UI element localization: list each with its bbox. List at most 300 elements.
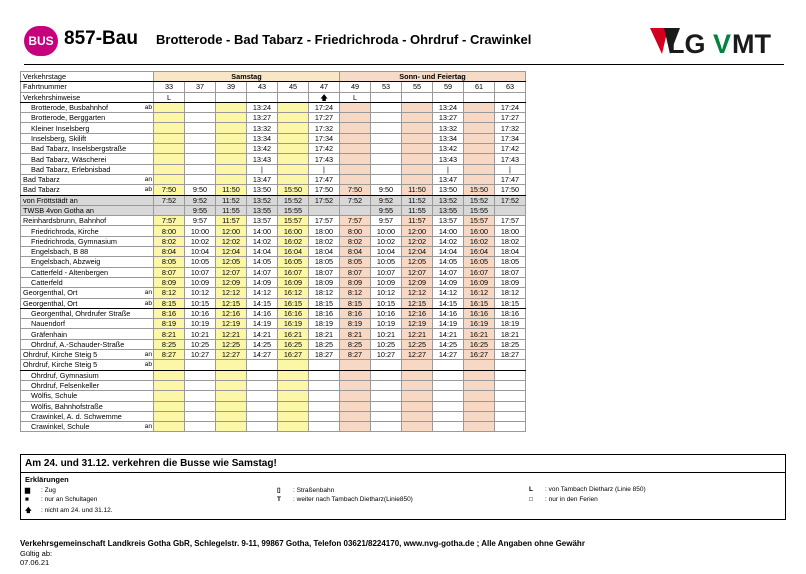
time-cell: 16:04 — [464, 247, 495, 257]
time-cell: 18:21 — [495, 329, 526, 339]
time-cell — [402, 360, 433, 370]
table-row — [21, 123, 526, 133]
time-cell: 14:21 — [247, 329, 278, 339]
time-cell: 8:25 — [340, 339, 371, 349]
time-cell: 8:12 — [340, 288, 371, 298]
time-cell: 10:02 — [185, 236, 216, 246]
route-title: Brotterode - Bad Tabarz - Friedrichroda - Ohrdruf - Crawinkel — [156, 32, 532, 47]
time-cell: 14:12 — [247, 288, 278, 298]
time-cell: 16:27 — [278, 350, 309, 360]
svg-text:MT: MT — [732, 29, 771, 58]
time-cell: 17:32 — [309, 123, 340, 133]
arr-dep — [141, 164, 154, 174]
time-cell — [278, 133, 309, 143]
cell-empty — [141, 92, 154, 102]
arr-dep: an — [141, 174, 154, 184]
time-cell — [216, 360, 247, 370]
time-cell — [185, 154, 216, 164]
trip-hint: L — [154, 92, 185, 102]
time-cell: 18:21 — [309, 329, 340, 339]
time-cell — [247, 370, 278, 380]
time-cell: 12:12 — [402, 288, 433, 298]
time-cell: 16:05 — [278, 257, 309, 267]
table-row — [21, 185, 526, 195]
time-cell — [216, 422, 247, 432]
time-cell: 12:02 — [402, 236, 433, 246]
time-cell: 16:19 — [464, 319, 495, 329]
time-cell: 8:05 — [340, 257, 371, 267]
trip-hint — [247, 92, 278, 102]
time-cell: 18:00 — [495, 226, 526, 236]
time-cell: 18:16 — [309, 308, 340, 318]
legend-not-2431: 🡅 : nicht am 24. und 31.12. — [25, 506, 113, 517]
time-cell — [371, 401, 402, 411]
time-cell — [495, 380, 526, 390]
time-cell: 10:07 — [185, 267, 216, 277]
time-cell: 14:21 — [433, 329, 464, 339]
time-cell — [433, 380, 464, 390]
stop-name: Ohrdruf, Felsenkeller — [21, 380, 141, 390]
time-cell: 18:05 — [495, 257, 526, 267]
time-cell: 14:04 — [433, 247, 464, 257]
time-cell — [216, 102, 247, 112]
time-cell: 12:16 — [402, 308, 433, 318]
table-row — [21, 102, 526, 112]
time-cell: 18:19 — [309, 319, 340, 329]
time-cell — [154, 380, 185, 390]
time-cell — [433, 422, 464, 432]
time-cell: 13:52 — [433, 195, 464, 205]
stop-name: Ohrdruf, Kirche Steig 5 — [21, 350, 141, 360]
time-cell: | — [247, 164, 278, 174]
trip-number: 33 — [154, 82, 185, 92]
time-cell: 10:04 — [371, 247, 402, 257]
time-cell: 13:43 — [433, 154, 464, 164]
table-row — [21, 216, 526, 226]
school-day-icon: ■ — [25, 496, 29, 503]
time-cell — [309, 205, 340, 215]
legend-tram: ▯ : Straßenbahn — [277, 487, 335, 494]
time-cell: 8:04 — [340, 247, 371, 257]
time-cell — [464, 133, 495, 143]
vlgvmt-logo — [650, 24, 782, 58]
time-cell — [340, 144, 371, 154]
time-cell: 15:55 — [278, 205, 309, 215]
stop-name: Bad Tabarz, Erlebnisbad — [21, 164, 141, 174]
time-cell — [371, 133, 402, 143]
time-cell: 8:12 — [154, 288, 185, 298]
time-cell: 8:15 — [154, 298, 185, 308]
time-cell: 13:52 — [247, 195, 278, 205]
time-cell: 14:04 — [247, 247, 278, 257]
time-cell: | — [495, 164, 526, 174]
time-cell: 13:47 — [433, 174, 464, 184]
time-cell: 16:25 — [278, 339, 309, 349]
tram-icon: ▯ — [277, 487, 281, 494]
stop-name: Inselsberg, Skilift — [21, 133, 141, 143]
arr-dep — [141, 319, 154, 329]
time-cell — [371, 360, 402, 370]
time-cell: 14:27 — [433, 350, 464, 360]
stop-name: Nauendorf — [21, 319, 141, 329]
time-cell: 10:07 — [371, 267, 402, 277]
time-cell: 16:00 — [464, 226, 495, 236]
time-cell: 15:50 — [278, 185, 309, 195]
time-cell — [495, 370, 526, 380]
arr-dep — [141, 380, 154, 390]
time-cell — [216, 144, 247, 154]
time-cell — [154, 154, 185, 164]
time-cell: 11:52 — [402, 195, 433, 205]
time-cell: 12:25 — [402, 339, 433, 349]
time-cell: 18:15 — [309, 298, 340, 308]
arr-dep — [141, 123, 154, 133]
time-cell: 9:55 — [371, 205, 402, 215]
table-row — [21, 226, 526, 236]
time-cell: 8:16 — [340, 308, 371, 318]
time-cell: 15:55 — [464, 205, 495, 215]
arr-dep — [141, 329, 154, 339]
time-cell: 12:25 — [216, 339, 247, 349]
time-cell — [154, 391, 185, 401]
time-cell: 17:24 — [309, 102, 340, 112]
time-cell — [464, 411, 495, 421]
time-cell: 8:05 — [154, 257, 185, 267]
table-row — [21, 113, 526, 123]
time-cell: 15:52 — [464, 195, 495, 205]
table-row — [21, 319, 526, 329]
time-cell: 15:52 — [278, 195, 309, 205]
time-cell: 18:02 — [495, 236, 526, 246]
time-cell: 14:25 — [433, 339, 464, 349]
time-cell: 12:00 — [402, 226, 433, 236]
time-cell: 14:16 — [247, 308, 278, 318]
time-cell — [340, 123, 371, 133]
time-cell: 16:25 — [464, 339, 495, 349]
table-row — [21, 329, 526, 339]
time-cell: 13:42 — [247, 144, 278, 154]
time-cell — [495, 205, 526, 215]
time-cell — [464, 154, 495, 164]
time-cell: 17:50 — [309, 185, 340, 195]
time-cell — [402, 113, 433, 123]
time-cell: 10:25 — [185, 339, 216, 349]
time-cell — [495, 391, 526, 401]
trip-hint — [464, 92, 495, 102]
trip-number: 45 — [278, 82, 309, 92]
time-cell: 13:32 — [433, 123, 464, 133]
stop-name: Kleiner Inselsberg — [21, 123, 141, 133]
time-cell: 12:21 — [402, 329, 433, 339]
label-hinweise: Verkehrshinweise — [21, 92, 141, 102]
time-cell — [185, 144, 216, 154]
time-cell: 13:27 — [433, 113, 464, 123]
table-row — [21, 236, 526, 246]
time-cell — [464, 144, 495, 154]
time-cell — [216, 113, 247, 123]
time-cell — [340, 360, 371, 370]
time-cell — [278, 174, 309, 184]
trip-hint — [402, 92, 433, 102]
time-cell: 17:42 — [309, 144, 340, 154]
trip-number: 39 — [216, 82, 247, 92]
table-row — [21, 391, 526, 401]
time-cell — [216, 123, 247, 133]
time-cell — [340, 370, 371, 380]
time-cell — [464, 391, 495, 401]
time-cell — [278, 360, 309, 370]
legend-t: T : weiter nach Tambach Dietharz(Linie850) — [277, 496, 413, 503]
arr-dep — [141, 339, 154, 349]
time-cell: 16:16 — [464, 308, 495, 318]
time-cell — [371, 370, 402, 380]
time-cell — [278, 422, 309, 432]
time-cell: 8:07 — [154, 267, 185, 277]
table-row — [21, 339, 526, 349]
time-cell: 10:19 — [185, 319, 216, 329]
time-cell: 16:15 — [464, 298, 495, 308]
time-cell: 8:00 — [340, 226, 371, 236]
time-cell: 16:05 — [464, 257, 495, 267]
table-row — [21, 370, 526, 380]
header — [24, 24, 784, 58]
table-row — [21, 380, 526, 390]
table-row — [21, 195, 526, 205]
time-cell — [340, 391, 371, 401]
time-cell — [464, 370, 495, 380]
arr-dep: ab — [141, 298, 154, 308]
header-rule — [24, 64, 784, 65]
time-cell — [154, 123, 185, 133]
l-icon: L — [529, 486, 533, 493]
time-cell — [185, 123, 216, 133]
time-cell — [464, 360, 495, 370]
time-cell: 16:07 — [464, 267, 495, 277]
time-cell — [371, 174, 402, 184]
arr-dep — [141, 370, 154, 380]
time-cell: 8:00 — [154, 226, 185, 236]
time-cell — [371, 164, 402, 174]
time-cell: 12:07 — [402, 267, 433, 277]
trip-hint: 🡅 — [309, 92, 340, 102]
time-cell: 18:04 — [309, 247, 340, 257]
arr-dep — [141, 226, 154, 236]
stop-name: Crawinkel, A. d. Schwemme — [21, 411, 141, 421]
time-cell: 18:16 — [495, 308, 526, 318]
notes-box — [20, 454, 786, 520]
arr-dep — [141, 267, 154, 277]
time-cell: 18:07 — [495, 267, 526, 277]
time-cell: 10:00 — [371, 226, 402, 236]
time-cell: 10:09 — [371, 277, 402, 287]
arr-dep: ab — [141, 102, 154, 112]
time-cell: 14:19 — [247, 319, 278, 329]
stop-name: Ohrdruf, A.-Schauder-Straße — [21, 339, 141, 349]
time-cell — [154, 401, 185, 411]
stop-name: Engelsbach, Abzweig — [21, 257, 141, 267]
time-cell — [371, 123, 402, 133]
table-row — [21, 422, 526, 432]
time-cell — [464, 422, 495, 432]
table-row — [21, 247, 526, 257]
time-cell: 8:21 — [340, 329, 371, 339]
time-cell — [154, 102, 185, 112]
stop-name: Bad Tabarz, Inselsbergstraße — [21, 144, 141, 154]
time-cell: 11:50 — [216, 185, 247, 195]
time-cell: 18:05 — [309, 257, 340, 267]
arr-dep: an — [141, 288, 154, 298]
time-cell: 11:52 — [216, 195, 247, 205]
time-cell — [371, 113, 402, 123]
time-cell: 13:24 — [247, 102, 278, 112]
time-cell — [216, 133, 247, 143]
time-cell — [185, 102, 216, 112]
time-cell: 10:12 — [371, 288, 402, 298]
time-cell — [185, 401, 216, 411]
time-cell: 12:05 — [402, 257, 433, 267]
arr-dep — [141, 391, 154, 401]
time-cell — [278, 113, 309, 123]
time-cell: 11:55 — [402, 205, 433, 215]
time-cell: 13:32 — [247, 123, 278, 133]
time-cell: 14:12 — [433, 288, 464, 298]
time-cell: 10:16 — [371, 308, 402, 318]
time-cell — [154, 174, 185, 184]
time-cell: 9:52 — [185, 195, 216, 205]
table-row — [21, 308, 526, 318]
time-cell — [402, 370, 433, 380]
time-cell: 10:27 — [185, 350, 216, 360]
time-cell — [402, 401, 433, 411]
time-cell — [154, 360, 185, 370]
time-cell: 10:15 — [371, 298, 402, 308]
time-cell — [464, 164, 495, 174]
time-cell: 16:02 — [464, 236, 495, 246]
time-cell: 7:52 — [154, 195, 185, 205]
time-cell: 10:00 — [185, 226, 216, 236]
time-cell: 12:15 — [402, 298, 433, 308]
time-cell — [309, 422, 340, 432]
cell-empty — [141, 72, 154, 82]
time-cell — [309, 370, 340, 380]
trip-hint — [371, 92, 402, 102]
arr-dep — [141, 154, 154, 164]
time-cell — [278, 411, 309, 421]
time-cell: 10:09 — [185, 277, 216, 287]
time-cell — [433, 401, 464, 411]
time-cell — [433, 411, 464, 421]
time-cell — [154, 133, 185, 143]
arr-dep: ab — [141, 360, 154, 370]
time-cell — [216, 174, 247, 184]
legend-l: L : von Tambach Dietharz (Linie 850) — [529, 486, 646, 493]
footer-company: Verkehrsgemeinschaft Landkreis Gotha GbR, Schlegelstr. 9-11, 99867 Gotha, Telefon 03621/8224170, www.nvg-gotha.de ; Alle Angaben ohne Gewähr — [20, 539, 585, 548]
time-cell — [216, 164, 247, 174]
time-cell: 10:05 — [371, 257, 402, 267]
arr-dep: ab — [141, 185, 154, 195]
stop-name: Georgenthal, Ohrdrufer Straße — [21, 308, 141, 318]
time-cell: 14:27 — [247, 350, 278, 360]
time-cell: 18:07 — [309, 267, 340, 277]
table-row — [21, 154, 526, 164]
trip-number: 47 — [309, 82, 340, 92]
time-cell: 10:04 — [185, 247, 216, 257]
time-cell: 13:57 — [247, 216, 278, 226]
table-row — [21, 288, 526, 298]
time-cell — [433, 360, 464, 370]
time-cell — [247, 391, 278, 401]
time-cell: 18:27 — [309, 350, 340, 360]
arr-dep — [141, 113, 154, 123]
time-cell — [185, 174, 216, 184]
time-cell — [185, 411, 216, 421]
time-cell — [247, 380, 278, 390]
time-cell — [495, 422, 526, 432]
arr-dep — [141, 216, 154, 226]
time-cell — [154, 411, 185, 421]
time-cell: 13:55 — [247, 205, 278, 215]
time-cell: 18:15 — [495, 298, 526, 308]
time-cell: 18:25 — [495, 339, 526, 349]
svg-text:V: V — [713, 29, 732, 58]
time-cell: 17:27 — [495, 113, 526, 123]
time-cell — [495, 360, 526, 370]
time-cell: 8:19 — [154, 319, 185, 329]
time-cell: 8:27 — [340, 350, 371, 360]
legend-school: ■ : nur an Schultagen — [25, 496, 98, 503]
time-cell — [278, 123, 309, 133]
time-cell: 16:21 — [278, 329, 309, 339]
time-cell: 14:05 — [433, 257, 464, 267]
time-cell: 16:09 — [278, 277, 309, 287]
time-cell — [154, 164, 185, 174]
time-cell — [402, 422, 433, 432]
time-cell: 16:09 — [464, 277, 495, 287]
time-cell: 17:47 — [309, 174, 340, 184]
stop-name: Bad Tabarz — [21, 185, 141, 195]
time-cell: 12:00 — [216, 226, 247, 236]
time-cell — [278, 102, 309, 112]
time-cell: 12:04 — [402, 247, 433, 257]
time-cell: 9:52 — [371, 195, 402, 205]
label-verkehrstage: Verkehrstage — [21, 72, 141, 82]
trip-number: 59 — [433, 82, 464, 92]
time-cell — [247, 422, 278, 432]
table-row — [21, 205, 526, 215]
time-cell: 17:27 — [309, 113, 340, 123]
arr-dep — [141, 247, 154, 257]
time-cell: 14:05 — [247, 257, 278, 267]
time-cell — [278, 380, 309, 390]
time-cell: 7:57 — [340, 216, 371, 226]
time-cell — [278, 401, 309, 411]
holiday-icon: 🡅 — [25, 507, 32, 514]
time-cell — [495, 401, 526, 411]
table-row — [21, 133, 526, 143]
time-cell: 15:50 — [464, 185, 495, 195]
table-row — [21, 360, 526, 370]
legend-holidays: □ : nur in den Ferien — [529, 496, 598, 503]
time-cell: 9:57 — [371, 216, 402, 226]
arr-dep — [141, 411, 154, 421]
time-cell: 7:52 — [340, 195, 371, 205]
timetable — [20, 71, 526, 432]
time-cell: 13:57 — [433, 216, 464, 226]
stop-name: Friedrichroda, Gymnasium — [21, 236, 141, 246]
time-cell: | — [309, 164, 340, 174]
holiday-notice: Am 24. und 31.12. verkehren die Busse wie Samstag! — [25, 458, 277, 469]
time-cell: 9:55 — [185, 205, 216, 215]
